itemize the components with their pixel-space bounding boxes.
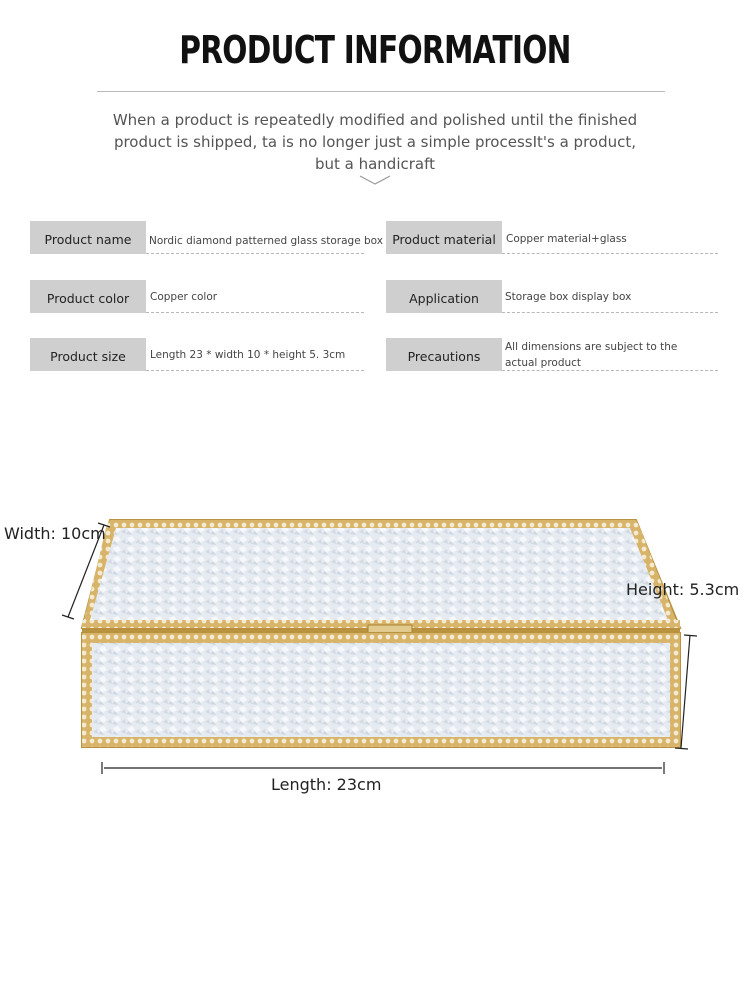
- spec-divider: [146, 370, 364, 371]
- page-title: PRODUCT INFORMATION: [179, 28, 571, 72]
- spec-divider: [502, 370, 718, 371]
- spec-value: Nordic diamond patterned glass storage box: [149, 235, 383, 247]
- spec-label: Product material: [386, 221, 502, 254]
- spec-divider: [146, 253, 364, 254]
- chevron-down-icon: [359, 172, 391, 186]
- spec-value: Copper material+glass: [506, 233, 627, 245]
- spec-label: Precautions: [386, 338, 502, 371]
- spec-label: Product name: [30, 221, 146, 254]
- spec-value: All dimensions are subject to the actual product: [505, 341, 678, 369]
- spec-divider: [502, 312, 718, 313]
- intro-text: When a product is repeatedly modified and polished until the finished product is shipped, ta is no longer just a simple processIt's a product, but a handicraft: [112, 111, 638, 173]
- spec-value: Copper color: [150, 291, 218, 303]
- spec-label: Product size: [30, 338, 146, 371]
- length-label: Length: 23cm: [271, 775, 382, 794]
- spec-divider: [502, 253, 718, 254]
- spec-label: Application: [386, 280, 502, 313]
- spec-label: Product color: [30, 280, 146, 313]
- spec-value: Storage box display box: [505, 291, 632, 303]
- spec-value: Length 23 * width 10 * height 5. 3cm: [150, 349, 346, 361]
- title-divider: [97, 91, 665, 92]
- product-image: [0, 505, 750, 805]
- height-label: Height: 5.3cm: [626, 580, 740, 599]
- width-label: Width: 10cm: [4, 524, 106, 543]
- spec-divider: [146, 312, 364, 313]
